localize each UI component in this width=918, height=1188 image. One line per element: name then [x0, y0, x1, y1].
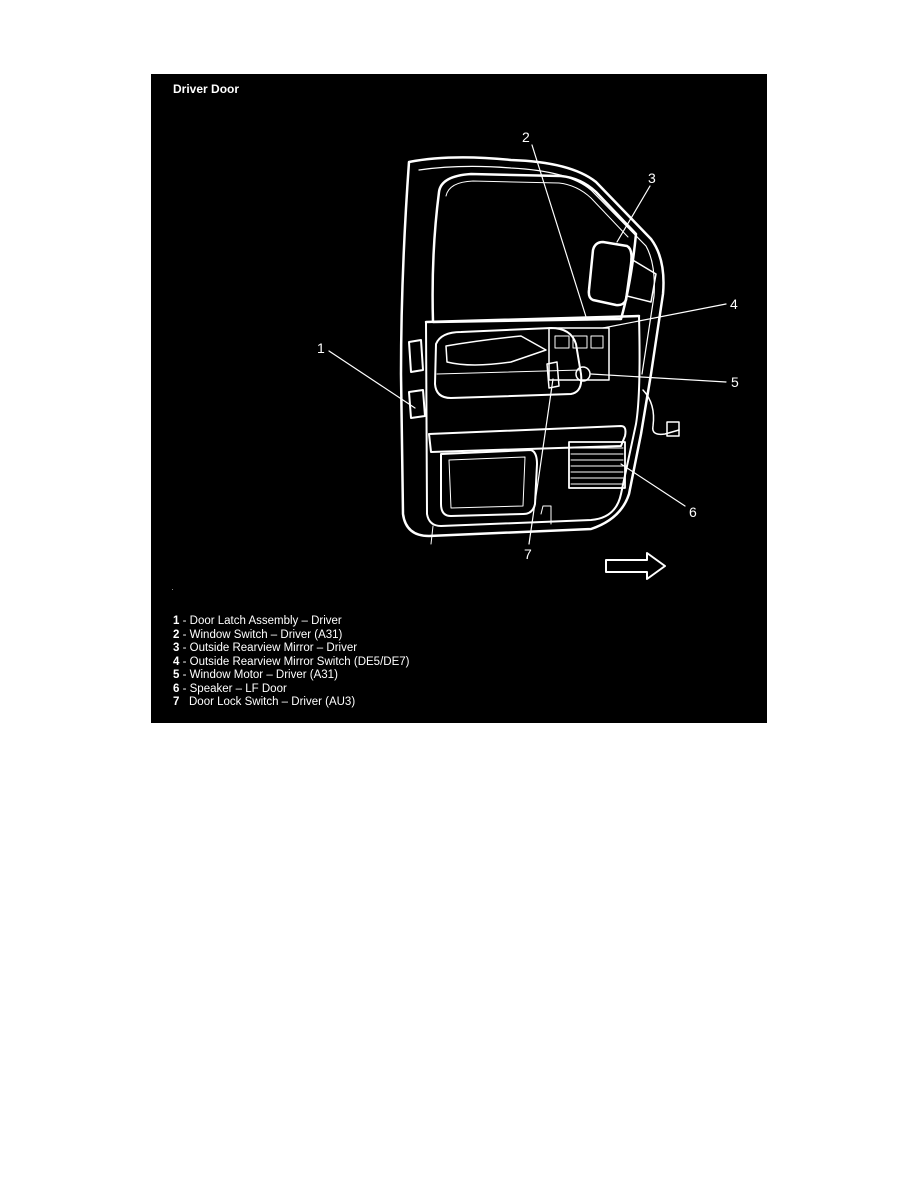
door-diagram-figure [151, 74, 767, 723]
pull-handle [446, 336, 546, 365]
outside-mirror [589, 242, 632, 305]
speaker-grille [569, 442, 625, 488]
callout-6: 6 [689, 504, 697, 520]
legend-item-4: 4 - Outside Rearview Mirror Switch (DE5/DE7) [173, 655, 410, 668]
callout-2: 2 [522, 129, 530, 145]
callout-1: 1 [317, 340, 325, 356]
window-glass [433, 174, 636, 322]
callout-3: 3 [648, 170, 656, 186]
legend [173, 615, 409, 710]
window-glass-inner [446, 181, 628, 237]
callout-5: 5 [731, 374, 739, 390]
callout-7: 7 [524, 546, 532, 562]
stray-mark [172, 589, 173, 590]
wire-harness [643, 390, 679, 434]
callout-4: 4 [730, 296, 738, 312]
legend-item-7: 7 Door Lock Switch – Driver (AU3) [173, 696, 356, 708]
legend-item-5: 5 - Window Motor – Driver (A31) [173, 669, 338, 681]
figure-title: Driver Door [173, 82, 240, 96]
armrest-lower [437, 370, 581, 374]
legend-item-2: 2 - Window Switch – Driver (A31) [173, 628, 343, 641]
legend-item-3: 3 - Outside Rearview Mirror – Driver [173, 642, 358, 654]
door-inner-shell [419, 166, 654, 374]
forward-arrow-icon [606, 553, 665, 579]
door-latch [409, 340, 423, 372]
legend-item-6: 6 - Speaker – LF Door [173, 682, 287, 695]
window-motor [576, 367, 590, 381]
leader-lines [329, 145, 726, 544]
trim-panel [426, 316, 640, 526]
legend-item-1: 1 - Door Latch Assembly – Driver [173, 615, 342, 627]
